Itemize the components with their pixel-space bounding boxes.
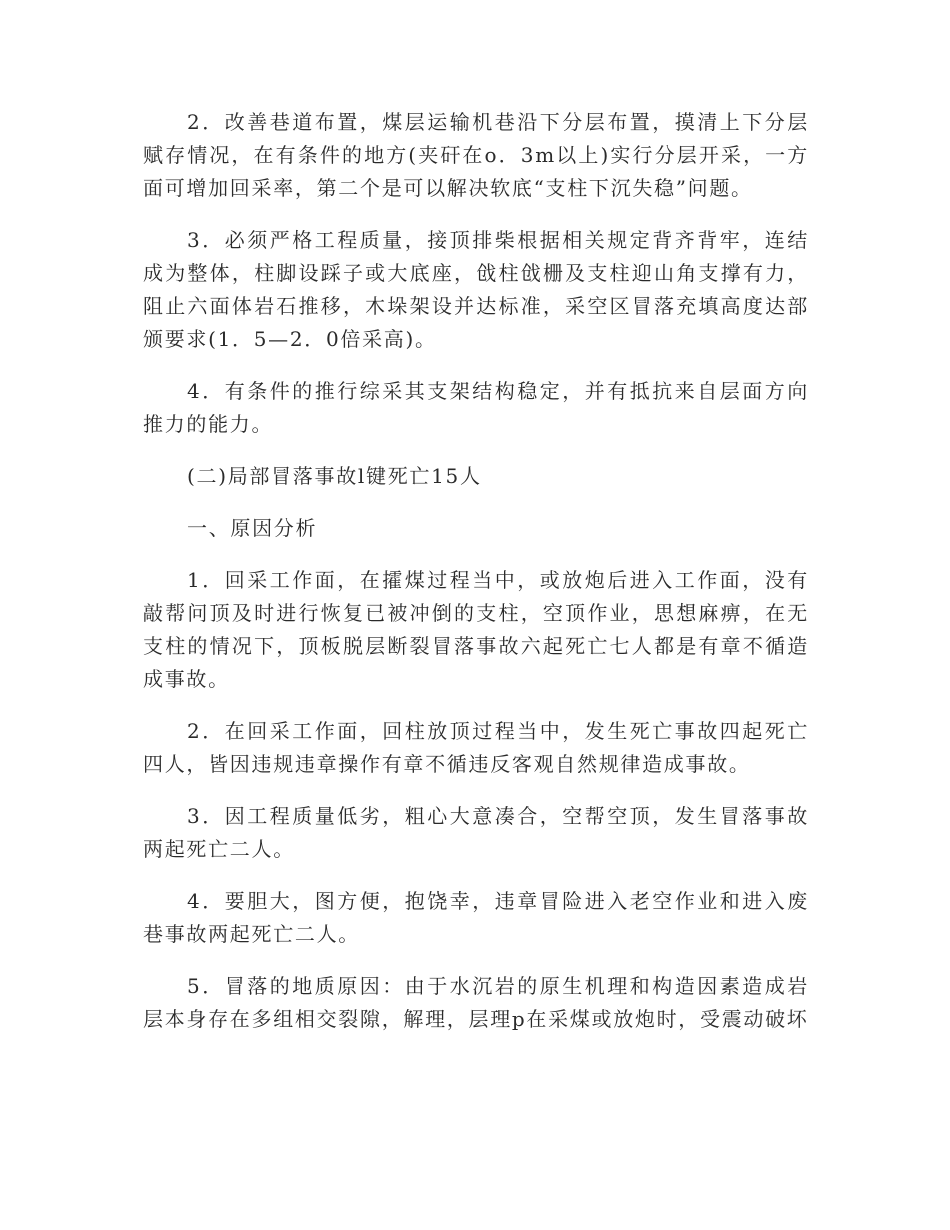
paragraph-engineering-quality: 3．必须严格工程质量，接顶排柴根据相关规定背齐背牢，连结成为整体，柱脚设踩子或大底座，戗柱戗栅及支柱迎山角支撑有力，阻止六面体岩石推移，木垛架设并达标准，采空区冒落充填高度达部颁要求(1．5—2．0倍采高)。 [143, 228, 809, 351]
paragraph-cause-2: 2．在回采工作面，回柱放顶过程当中，发生死亡事故四起死亡四人，皆因违规违章操作有章不循违反客观自然规律造成事故。 [143, 719, 809, 776]
paragraph-cause-5: 5．冒落的地质原因：由于水沉岩的原生机理和构造因素造成岩层本身存在多组相交裂隙，解理，层理p在采煤或放炮时，受震动破坏 [143, 974, 809, 1031]
paragraph-cause-4: 4．要胆大，图方便，抱饶幸，违章冒险进入老空作业和进入废巷事故两起死亡二人。 [143, 889, 809, 946]
paragraph-fully-mechanized: 4．有条件的推行综采其支架结构稳定，并有抵抗来自层面方向推力的能力。 [143, 379, 809, 436]
document-page [143, 106, 809, 1055]
paragraph-cause-3: 3．因工程质量低劣，粗心大意凑合，空帮空顶，发生冒落事故两起死亡二人。 [143, 804, 809, 861]
paragraph-cause-1: 1．回采工作面，在攉煤过程当中，或放炮后进入工作面，没有敲帮问顶及时进行恢复已被冲倒的支柱，空顶作业，思想麻痹，在无支柱的情况下，顶板脱层断裂冒落事故六起死亡七人都是有章不循造成事故。 [143, 568, 809, 691]
paragraph-improve-roadway: 2．改善巷道布置，煤层运输机巷沿下分层布置，摸清上下分层赋存情况，在有条件的地方(夹矸在o．3m以上)实行分层开采，一方面可增加回采率，第二个是可以解决软底“支柱下沉失稳”问题。 [143, 110, 809, 200]
section-heading-local-collapse: (二)局部冒落事故l键死亡15人 [187, 464, 482, 488]
section-heading-cause-analysis: 一、原因分析 [187, 516, 318, 540]
